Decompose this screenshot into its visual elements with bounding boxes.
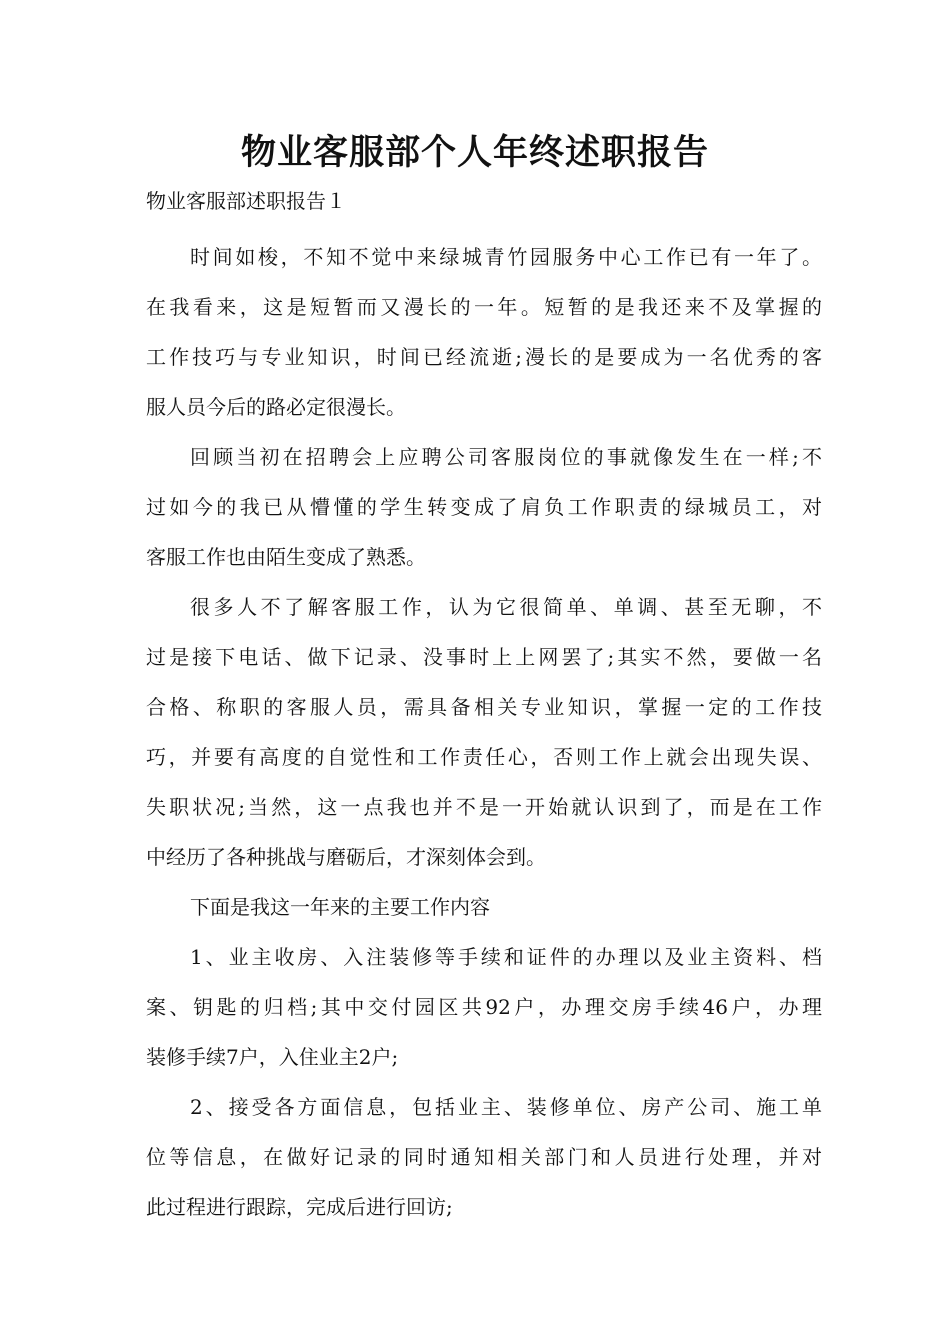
paragraph-line: 很多人不了解客服工作，认为它很简单、单调、甚至无聊，不 <box>190 595 822 619</box>
paragraph-line: 合格、称职的客服人员，需具备相关专业知识，掌握一定的工作技 <box>146 695 822 719</box>
paragraph-line: 回顾当初在招聘会上应聘公司客服岗位的事就像发生在一样;不 <box>190 445 822 469</box>
paragraph-line: 下面是我这一年来的主要工作内容 <box>190 895 490 919</box>
paragraph-line: 过是接下电话、做下记录、没事时上上网罢了;其实不然，要做一名 <box>146 645 822 669</box>
paragraph-line: 在我看来，这是短暂而又漫长的一年。短暂的是我还来不及掌握的 <box>146 295 822 319</box>
paragraph-line: 工作技巧与专业知识，时间已经流逝;漫长的是要成为一名优秀的客 <box>146 345 822 369</box>
paragraph-line: 失职状况;当然，这一点我也并不是一开始就认识到了，而是在工作 <box>146 795 822 819</box>
paragraph-4 <box>146 882 822 932</box>
paragraph-line: 客服工作也由陌生变成了熟悉。 <box>146 545 426 569</box>
paragraph-line: 服人员今后的路必定很漫长。 <box>146 395 406 419</box>
document-body <box>146 232 822 1232</box>
document-subtitle: 物业客服部述职报告１ <box>146 189 346 213</box>
paragraph-line: 时间如梭，不知不觉中来绿城青竹园服务中心工作已有一年了。 <box>190 245 822 269</box>
paragraph-line: 此过程进行跟踪，完成后进行回访; <box>146 1195 453 1219</box>
paragraph-1 <box>146 232 822 432</box>
paragraph-line: 1、业主收房、入注装修等手续和证件的办理以及业主资料、档 <box>190 945 822 969</box>
paragraph-line: 位等信息，在做好记录的同时通知相关部门和人员进行处理，并对 <box>146 1145 822 1169</box>
paragraph-6 <box>146 1082 822 1232</box>
paragraph-line: 案、钥匙的归档;其中交付园区共92户，办理交房手续46户，办理 <box>146 995 822 1019</box>
paragraph-line: 2、接受各方面信息，包括业主、装修单位、房产公司、施工单 <box>190 1095 822 1119</box>
paragraph-3 <box>146 582 822 882</box>
paragraph-line: 过如今的我已从懵懂的学生转变成了肩负工作职责的绿城员工，对 <box>146 495 822 519</box>
paragraph-5 <box>146 932 822 1082</box>
document-title: 物业客服部个人年终述职报告 <box>240 133 709 173</box>
paragraph-line: 装修手续7户，入住业主2户; <box>146 1045 399 1069</box>
paragraph-line: 中经历了各种挑战与磨砺后，才深刻体会到。 <box>146 845 546 869</box>
paragraph-line: 巧，并要有高度的自觉性和工作责任心，否则工作上就会出现失误、 <box>146 745 822 769</box>
paragraph-2 <box>146 432 822 582</box>
